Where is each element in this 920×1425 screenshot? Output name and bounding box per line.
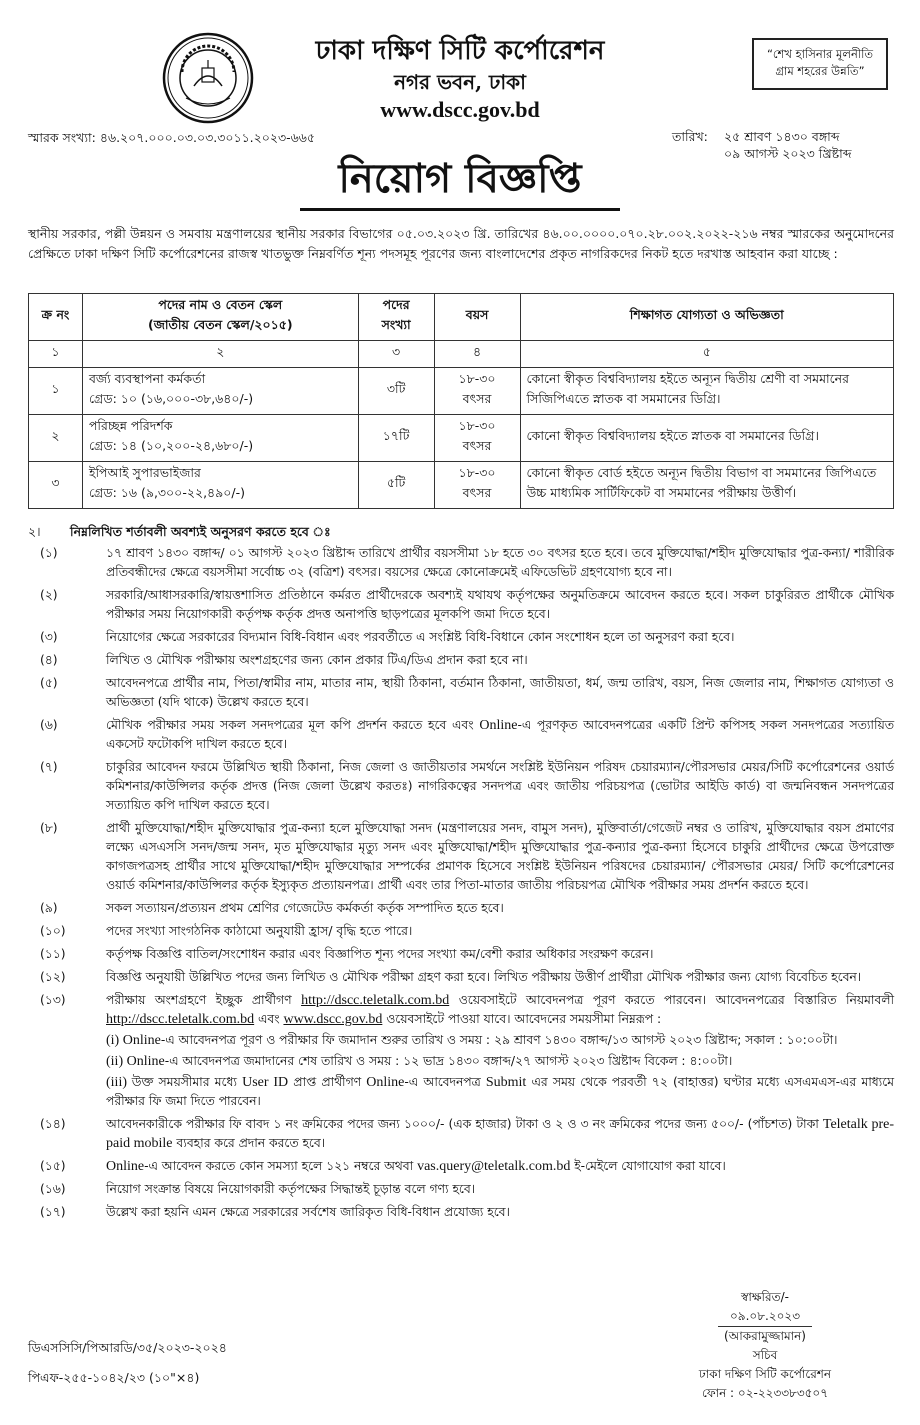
footer-ref-1: ডিএসসিসি/পিআরডি/৩৫/২০২৩-২০২৪ bbox=[28, 1340, 227, 1355]
post-grade: গ্রেড: ১৬ (৯,৩০০-২২,৪৯০/-) bbox=[88, 485, 245, 500]
table-row bbox=[29, 368, 894, 415]
conditions-list bbox=[28, 544, 894, 1226]
item-text: নিয়োগ সংক্রান্ত বিষয়ে নিয়োগকারী কর্তৃপক্ষের সিদ্ধান্তই চূড়ান্ত বলে গণ্য হবে। bbox=[106, 1182, 476, 1196]
dscc-website-link[interactable]: www.dscc.gov.bd bbox=[283, 1012, 383, 1027]
list-item bbox=[28, 544, 894, 582]
text-userid: User ID bbox=[242, 1075, 289, 1090]
list-item bbox=[28, 945, 894, 964]
item-text: চাকুরির আবেদন ফরমে উল্লিখিত স্থায়ী ঠিকানা, নিজ জেলা ও জাতীয়তার সমর্থনে সংশ্লিষ্ট ইউনিয়ন পরিষদ চেয়ারম্যান/পৌরসভার মেয়র/সিটি কর্পোরেশনের ওয়ার্ড কমিশনার/কাউন্সিলর কর্তৃক প্রদত্ত (নিজ জেলা উল্লেখ করতঃ) নাগরিকত্বের সনদপত্র এবং জাতীয় পরিচয়পত্র (ভোটার আইডি কার্ড) বা জন্মনিবন্ধন সনদপত্রের সত্যায়িত কপি দাখিল করতে হবে। bbox=[106, 760, 894, 812]
col-number: ৩ bbox=[358, 341, 434, 368]
item-text: সরকারি/আধাসরকারি/স্বায়ত্তশাসিত প্রতিষ্ঠানে কর্মরত প্রার্থীদেরকে অবশ্যই যথাযথ কর্তৃপক্ষের অনুমতিক্রমে আবেদন করতে হবে। সকল চাকুরিরত প্রার্থীকে মৌখিক পরীক্ষার সময় নিয়োগকারী কর্তৃপক্ষ কর্তৃক প্রদত্ত অনাপত্তি ছাড়পত্রের মূলকপি জমা দিতে হবে। bbox=[106, 588, 894, 621]
age-range: ১৮-৩০ bbox=[458, 465, 496, 480]
footer-ref-2: পিএফ-২৫৫-১০৪২/২৩ (১০"×৪) bbox=[28, 1370, 200, 1385]
list-item bbox=[28, 1203, 894, 1222]
row-age bbox=[434, 368, 520, 415]
list-item bbox=[28, 819, 894, 895]
row-sl: ১ bbox=[29, 368, 83, 415]
item-number: (৭) bbox=[40, 760, 58, 774]
age-range: ১৮-৩০ bbox=[458, 418, 496, 433]
col-number: ১ bbox=[29, 341, 83, 368]
header-post-line2: (জাতীয় বেতন স্কেল/২০১৫) bbox=[148, 317, 293, 332]
row-post bbox=[82, 462, 358, 509]
header-age: বয়স bbox=[434, 294, 520, 341]
text-online: Online bbox=[479, 718, 518, 733]
header-post-line1: পদের নাম ও বেতন স্কেল bbox=[158, 297, 283, 312]
schedule-end bbox=[106, 1052, 894, 1071]
list-item bbox=[28, 899, 894, 918]
schedule-fee bbox=[106, 1073, 894, 1111]
item-text: উল্লেখ করা হয়নি এমন ক্ষেত্রে সরকারের সর্বশেষ জারিকৃত বিধি-বিধান প্রযোজ্য হবে। bbox=[106, 1205, 510, 1219]
text-part: ওয়েবসাইটে আবেদনপত্র পূরণ করতে পারবেন। আবেদনপত্রের বিস্তারিত নিয়মাবলী bbox=[449, 993, 894, 1007]
motto-line-1: “শেখ হাসিনার মূলনীতি bbox=[766, 47, 874, 61]
list-item bbox=[28, 758, 894, 815]
signature-block bbox=[640, 1288, 890, 1403]
signatory-office: ঢাকা দক্ষিণ সিটি কর্পোরেশন bbox=[698, 1367, 832, 1381]
date-english: ০৯ আগস্ট ২০২৩ খ্রিষ্টাব্দ bbox=[724, 146, 852, 161]
column-number-row bbox=[29, 341, 894, 368]
text-teletalk: Teletalk pre-paid mobile bbox=[106, 1117, 894, 1151]
item-number: (৮) bbox=[40, 821, 58, 835]
post-name: পরিচ্ছন্ন পরিদর্শক bbox=[88, 418, 173, 433]
header-post bbox=[82, 294, 358, 341]
row-sl: ২ bbox=[29, 415, 83, 462]
table-header-row bbox=[29, 294, 894, 341]
list-item bbox=[28, 1180, 894, 1199]
header-count-line1: পদের bbox=[382, 297, 410, 312]
item-number: (১৫) bbox=[40, 1159, 66, 1173]
org-website: www.dscc.gov.bd bbox=[380, 97, 540, 122]
intro-paragraph: স্থানীয় সরকার, পল্লী উন্নয়ন ও সমবায় মন্ত্রণালয়ের স্থানীয় সরকার বিভাগের ০৫.০৩.২০২৩ খ্রি. তারিখের ৪৬.০০.০০০০.০৭০.২৮.০০২.২০২২-২১৬ নম্বর স্মারকের অনুমোদনের প্রেক্ষিতে ঢাকা দক্ষিণ সিটি কর্পোরেশনের রাজস্ব খাতভুক্ত নিম্নবর্ণিত শূন্য পদসমূহ পূরণের জন্য বাংলাদেশের প্রকৃত নাগরিকদের নিকট হতে দরখাস্ত আহবান করা যাচ্ছে : bbox=[28, 226, 894, 261]
item-text bbox=[106, 1157, 894, 1176]
memo-number: স্মারক সংখ্যা: ৪৬.২০৭.০০০.০৩.০৩.৩০১১.২০২৩-৬৬৫ bbox=[28, 130, 316, 145]
signatory-designation: সচিব bbox=[752, 1348, 778, 1362]
text-part: -এ আবেদন করতে কোন সমস্যা হলে ১২১ নম্বরে অথবা bbox=[144, 1159, 418, 1173]
row-qualification: কোনো স্বীকৃত বোর্ড হইতে অন্যূন দ্বিতীয় বিভাগ বা সমমানের জিপিএতে উচ্চ মাধ্যমিক সার্টিফিকেট বা সমমানের পরীক্ষায় উত্তীর্ণ। bbox=[520, 462, 893, 509]
row-count: ৩টি bbox=[358, 368, 434, 415]
signature-date: ০৯.০৮.২০২৩ bbox=[718, 1307, 812, 1327]
post-grade: গ্রেড: ১৪ (১০,২০০-২৪,৬৮০/-) bbox=[88, 438, 254, 453]
age-unit: বৎসর bbox=[462, 485, 492, 500]
date-block bbox=[672, 128, 852, 162]
row-sl: ৩ bbox=[29, 462, 83, 509]
section-number: ২। bbox=[28, 524, 41, 539]
row-post bbox=[82, 368, 358, 415]
text-submit: Submit bbox=[485, 1075, 527, 1090]
header-count bbox=[358, 294, 434, 341]
item-number: (১) bbox=[40, 546, 58, 560]
item-text: প্রার্থী মুক্তিযোদ্ধা/শহীদ মুক্তিযোদ্ধার পুত্র-কন্যা হলে মুক্তিযোদ্ধা সনদ (মন্ত্রণালয়ের সনদ, বামুস সনদ), মুক্তিবার্তা/গেজেট নম্বর ও তারিখ, মুক্তিযোদ্ধার বয়স প্রমাণের লক্ষ্যে এসএসসি সনদ/জন্ম সনদ, মৃত মুক্তিযোদ্ধার মৃত্যু সনদ এবং মুক্তিযোদ্ধা/শহীদ মুক্তিযোদ্ধার পুত্র-কন্যার পুত্র-কন্যা হিসেবে চাকুরি প্রার্থীদের ক্ষেত্রে উপরোক্ত কাগজপত্রসহ প্রার্থীর সাথে মুক্তিযোদ্ধা/শহীদ মুক্তিযোদ্ধার সম্পর্কের প্রমাণক হিসেবে সংশ্লিষ্ট ইউনিয়ন পরিষদের চেয়ারম্যান/ পৌরসভার মেয়র/ সিটি কর্পোরেশনের ওয়ার্ড কমিশনার/কাউন্সিলর কর্তৃক ইস্যুকৃত প্রত্যায়নপত্র। প্রার্থী এবং তার পিতা-মাতার জাতীয় পরিচয়পত্র মৌখিক পরীক্ষার সময় প্রদর্শন করতে হবে। bbox=[106, 821, 894, 892]
motto-line-2: গ্রাম শহরের উন্নতি” bbox=[775, 64, 865, 78]
item-number: (৯) bbox=[40, 901, 58, 915]
dscc-seal-logo bbox=[162, 32, 254, 124]
row-qualification: কোনো স্বীকৃত বিশ্ববিদ্যালয় হইতে অন্যূন দ্বিতীয় শ্রেণী বা সমমানের সিজিপিএতে স্নাতক বা সমমানের ডিগ্রি। bbox=[520, 368, 893, 415]
org-name: ঢাকা দক্ষিণ সিটি কর্পোরেশন bbox=[315, 36, 605, 66]
col-number: ৪ bbox=[434, 341, 520, 368]
list-item bbox=[28, 1157, 894, 1176]
text-online: Online bbox=[366, 1075, 405, 1090]
item-number: (২) bbox=[40, 588, 58, 602]
conditions-title: নিম্নলিখিত শর্তাবলী অবশ্যই অনুসরণ করতে হবে ঃ bbox=[70, 524, 331, 539]
row-count: ১৭টি bbox=[358, 415, 434, 462]
item-number: (১০) bbox=[40, 924, 66, 938]
item-number: (১৭) bbox=[40, 1205, 66, 1219]
list-item bbox=[28, 628, 894, 647]
signatory-name: (আকরামুজ্জামান) bbox=[724, 1329, 806, 1343]
text-part: মৌখিক পরীক্ষার সময় সকল সনদপত্রের মূল কপি প্রদর্শন করতে হবে এবং bbox=[106, 718, 480, 732]
text-part: ব্যবহার করে প্রদান করতে হবে। bbox=[172, 1136, 326, 1150]
text-part: -এ আবেদনপত্র জমাদানের শেষ তারিখ ও সময় : ১২ ভাদ্র ১৪৩০ বঙ্গাব্দ/২৭ আগস্ট ২০২৩ খ্রিষ্টাব্দ বিকেল : ৪:০০টা। bbox=[164, 1054, 733, 1068]
item-number: (৬) bbox=[40, 718, 58, 732]
text-part: -এ আবেদনপত্র পূরণ ও পরীক্ষার ফি জমাদান শুরুর তারিখ ও সময় : ২৯ শ্রাবণ ১৪৩০ বঙ্গাব্দ/১৩ আগস্ট ২০২৩ খ্রিষ্টাব্দ; সকাল : ১০:০০টা। bbox=[160, 1033, 838, 1047]
age-unit: বৎসর bbox=[462, 438, 492, 453]
item-text: লিখিত ও মৌখিক পরীক্ষায় অংশগ্রহণের জন্য কোন প্রকার টিএ/ডিএ প্রদান করা হবে না। bbox=[106, 653, 528, 667]
text-online: (i) Online bbox=[106, 1033, 161, 1048]
item-number: (১৪) bbox=[40, 1117, 66, 1131]
teletalk-link[interactable]: http://dscc.teletalk.com.bd bbox=[106, 1012, 255, 1027]
text-online: Online bbox=[106, 1159, 145, 1174]
item-text: কর্তৃপক্ষ বিজ্ঞপ্তি বাতিল/সংশোধন করার এবং বিজ্ঞাপিত শূন্য পদের সংখ্যা কম/বেশী করার অধিকার সংরক্ষণ করেন। bbox=[106, 947, 654, 961]
item-number: (১১) bbox=[40, 947, 66, 961]
signatory-phone: ফোন : ০২-২২৩৩৮৩৫০৭ bbox=[701, 1386, 829, 1400]
item-text: বিজ্ঞপ্তি অনুযায়ী উল্লিখিত পদের জন্য লিখিত ও মৌখিক পরীক্ষা গ্রহণ করা হবে। লিখিত পরীক্ষায় উত্তীর্ণ প্রার্থীরা মৌখিক পরীক্ষার জন্য যোগ্য বিবেচিত হবেন। bbox=[106, 970, 862, 984]
text-online: (ii) Online bbox=[106, 1054, 165, 1069]
text-part: উক্ত সময়সীমার মধ্যে bbox=[131, 1075, 243, 1089]
table-row bbox=[29, 462, 894, 509]
date-label: তারিখ: bbox=[672, 129, 708, 144]
row-post bbox=[82, 415, 358, 462]
text-part: এবং bbox=[254, 1012, 284, 1026]
item-text bbox=[106, 991, 894, 1111]
row-age bbox=[434, 415, 520, 462]
list-item bbox=[28, 716, 894, 754]
motto-box bbox=[752, 38, 888, 90]
item-number: (৫) bbox=[40, 676, 58, 690]
item-number: (৪) bbox=[40, 653, 58, 667]
item-text: সকল সত্যায়ন/প্রত্যয়ন প্রথম শ্রেণির গেজেটেড কর্মকর্তা কর্তৃক সম্পাদিত হতে হবে। bbox=[106, 901, 504, 915]
text-part: ই-মেইলে যোগাযোগ করা যাবে। bbox=[570, 1159, 726, 1173]
table-row bbox=[29, 415, 894, 462]
row-count: ৫টি bbox=[358, 462, 434, 509]
text-part: প্রাপ্ত প্রার্থীগণ bbox=[288, 1075, 367, 1089]
header-qualification: শিক্ষাগত যোগ্যতা ও অভিজ্ঞতা bbox=[520, 294, 893, 341]
item-text bbox=[106, 1115, 894, 1153]
item-text bbox=[106, 716, 894, 754]
post-name: ইপিআই সুপারভাইজার bbox=[88, 465, 201, 480]
list-item bbox=[28, 991, 894, 1111]
item-text: ১৭ শ্রাবণ ১৪৩০ বঙ্গাব্দ/ ০১ আগস্ট ২০২৩ খ্রিষ্টাব্দ তারিখে প্রার্থীর বয়সসীমা ১৮ হতে ৩০ বৎসর হতে হবে। তবে মুক্তিযোদ্ধা/শহীদ মুক্তিযোদ্ধার পুত্র-কন্যা/ শারীরিক প্রতিবন্ধীদের ক্ষেত্রে বয়সসীমা সর্বোচ্চ ৩২ (বত্রিশ) বৎসর। বয়সের ক্ষেত্রে কোনোক্রমেই এফিডেভিট গ্রহণযোগ্য হবে না। bbox=[106, 546, 894, 579]
posts-table bbox=[28, 293, 894, 509]
list-item bbox=[28, 586, 894, 624]
date-bangla: ২৫ শ্রাবণ ১৪৩০ বঙ্গাব্দ bbox=[724, 129, 840, 144]
header-count-line2: সংখ্যা bbox=[381, 317, 411, 332]
item-number: (১৬) bbox=[40, 1182, 66, 1196]
post-name: বর্জ্য ব্যবস্থাপনা কর্মকর্তা bbox=[88, 371, 206, 386]
text-part: (iii) bbox=[106, 1075, 132, 1090]
item-text: পদের সংখ্যা সাংগঠনিক কাঠামো অনুযায়ী হ্রাস/ বৃদ্ধি হতে পারে। bbox=[106, 924, 413, 938]
text-part: এর সময় থেকে পরবর্তী ৭২ (বাহাত্তর) ঘণ্টার মধ্যে এসএমএস-এর মাধ্যমে পরীক্ষার ফি জমা দিতে পারবেন। bbox=[106, 1075, 894, 1108]
item-number: (১২) bbox=[40, 970, 66, 984]
text-part: পরীক্ষায় অংশগ্রহণে ইচ্ছুক প্রার্থীগণ bbox=[106, 993, 302, 1007]
post-grade: গ্রেড: ১০ (১৬,০০০-৩৮,৬৪০/-) bbox=[88, 391, 254, 406]
support-email[interactable]: vas.query@teletalk.com.bd bbox=[417, 1159, 571, 1174]
text-part: -এ আবেদনপত্র bbox=[404, 1075, 486, 1089]
schedule-start bbox=[106, 1031, 894, 1050]
text-part: আবেদনকারীকে পরীক্ষার ফি বাবদ ১ নং ক্রমিকের পদের জন্য ১০০০/- (এক হাজার) টাকা ও ২ ও ৩ নং ক্রমিকের পদের জন্য ৫০০/- (পাঁচশত) টাকা bbox=[106, 1117, 823, 1131]
row-age bbox=[434, 462, 520, 509]
notice-title: নিয়োগ বিজ্ঞপ্তি bbox=[300, 150, 620, 211]
org-building: নগর ভবন, ঢাকা bbox=[394, 70, 526, 94]
header bbox=[250, 34, 670, 124]
item-number: (৩) bbox=[40, 630, 58, 644]
conditions-heading bbox=[28, 524, 331, 544]
age-unit: বৎসর bbox=[462, 391, 492, 406]
text-part: ওয়েবসাইটে পাওয়া যাবে। আবেদনের সময়সীমা নিম্নরূপ : bbox=[382, 1012, 662, 1026]
age-range: ১৮-৩০ bbox=[458, 371, 496, 386]
list-item bbox=[28, 1115, 894, 1153]
signed-label: স্বাক্ষরিত/- bbox=[741, 1290, 789, 1304]
row-qualification: কোনো স্বীকৃত বিশ্ববিদ্যালয় হইতে স্নাতক বা সমমানের ডিগ্রি। bbox=[520, 415, 893, 462]
list-item bbox=[28, 651, 894, 670]
header-sl: ক্র নং bbox=[29, 294, 83, 341]
item-text: নিয়োগের ক্ষেত্রে সরকারের বিদ্যমান বিধি-বিধান এবং পরবর্তীতে এ সংশ্লিষ্ট বিধি-বিধানে কোন সংশোধন হলে তা অনুসরণ করা হবে। bbox=[106, 630, 735, 644]
col-number: ৫ bbox=[520, 341, 893, 368]
item-text: আবেদনপত্রে প্রার্থীর নাম, পিতা/স্বামীর নাম, মাতার নাম, স্থায়ী ঠিকানা, বর্তমান ঠিকানা, জাতীয়তা, ধর্ম, জন্ম তারিখ, বয়স, নিজ জেলার নাম, শিক্ষাগত যোগ্যতা ও অভিজ্ঞতা (যদি থাকে) উল্লেখ করতে হবে। bbox=[106, 676, 894, 709]
item-number: (১৩) bbox=[40, 993, 66, 1007]
text-part: -এ পূরণকৃত আবেদনপত্রের একটি প্রিন্ট কপিসহ সকল সনদপত্রের সত্যায়িত একসেট ফটোকপি দাখিল করতে হবে। bbox=[106, 718, 894, 751]
list-item bbox=[28, 922, 894, 941]
teletalk-link[interactable]: http://dscc.teletalk.com.bd bbox=[301, 993, 450, 1008]
list-item bbox=[28, 674, 894, 712]
col-number: ২ bbox=[82, 341, 358, 368]
list-item bbox=[28, 968, 894, 987]
